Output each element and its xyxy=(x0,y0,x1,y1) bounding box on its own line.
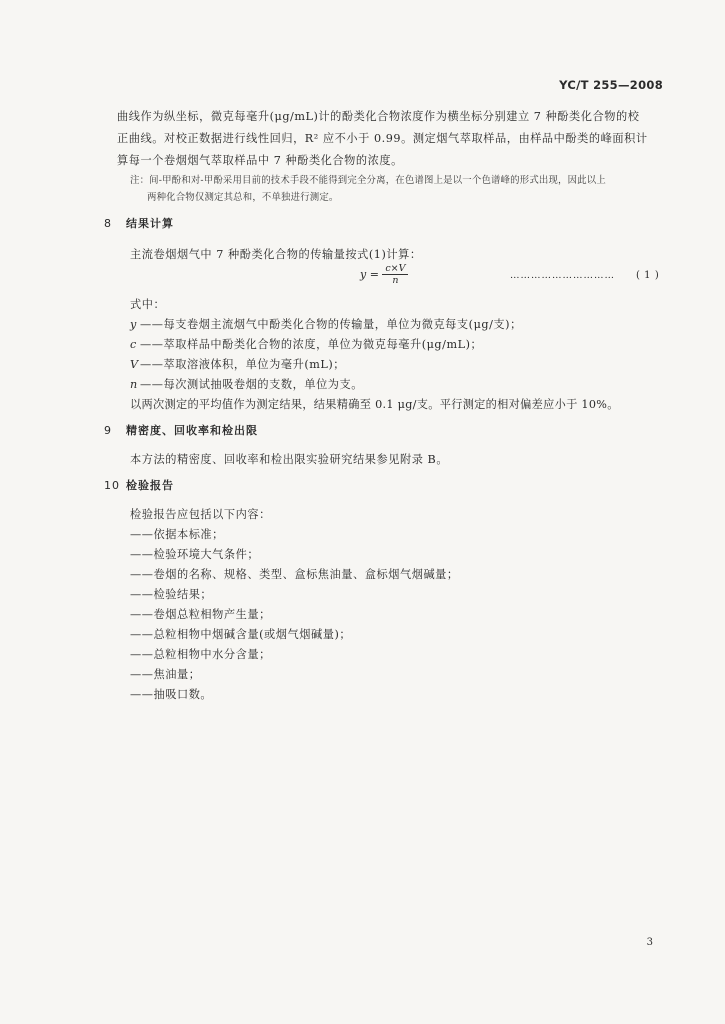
intro-line-2: 正曲线。对校正数据进行线性回归，R² 应不小于 0.99。测定烟气萃取样品，由样品中酚类的峰面积计 xyxy=(117,132,648,145)
formula-1 xyxy=(360,263,408,286)
list-item: ——焦油量； xyxy=(130,668,201,681)
variable-symbol: n xyxy=(130,378,138,391)
section-8-lead: 主流卷烟烟气中 7 种酚类化合物的传输量按式(1)计算： xyxy=(130,248,422,261)
section-8-title: 结果计算 xyxy=(126,217,174,230)
list-item: ——卷烟的名称、规格、类型、盒标焦油量、盒标烟气烟碱量； xyxy=(130,568,459,581)
list-item: ——依据本标准； xyxy=(130,528,224,541)
variable-description: ——萃取溶液体积，单位为毫升(mL)； xyxy=(140,358,346,371)
variable-description: ——每次测试抽吸卷烟的支数，单位为支。 xyxy=(140,378,364,391)
list-item: ——总粒相物中水分含量； xyxy=(130,648,271,661)
formula-fraction xyxy=(382,263,408,286)
section-10-lead: 检验报告应包括以下内容： xyxy=(130,508,271,521)
list-item: ——检验环境大气条件； xyxy=(130,548,260,561)
variable-v xyxy=(130,356,345,372)
result-statement: 以两次测定的平均值作为测定结果，结果精确至 0.1 μg/支。平行测定的相对偏差应小于 10%。 xyxy=(130,398,619,411)
section-8-number: 8 xyxy=(104,217,112,230)
variable-symbol: c xyxy=(130,338,137,351)
variable-description: ——萃取样品中酚类化合物的浓度，单位为微克每毫升(μg/mL)； xyxy=(140,338,483,351)
variable-y xyxy=(130,316,522,332)
section-9-number: 9 xyxy=(104,424,112,437)
page-number: 3 xyxy=(646,937,653,948)
variable-symbol: y xyxy=(130,318,137,331)
section-9-title: 精密度、回收率和检出限 xyxy=(126,424,258,437)
standard-code: YC/T 255—2008 xyxy=(559,78,663,92)
variable-symbol: V xyxy=(130,358,139,371)
list-item: ——检验结果； xyxy=(130,588,213,601)
formula-numerator: c×V xyxy=(385,263,406,274)
note-line-2: 两种化合物仅测定其总和，不单独进行测定。 xyxy=(147,192,339,203)
note-line-1: 注：间-甲酚和对-甲酚采用目前的技术手段不能得到完全分离，在色谱图上是以一个色谱峰的形式出现，因此以上 xyxy=(130,175,606,186)
formula-denominator: n xyxy=(392,275,399,286)
list-item: ——总粒相物中烟碱含量(或烟气烟碱量)； xyxy=(130,628,352,641)
list-item: ——卷烟总粒相物产生量； xyxy=(130,608,271,621)
formula-lhs: y = xyxy=(360,268,379,281)
variable-c xyxy=(130,336,482,352)
formula-dots: ………………………… xyxy=(510,270,615,281)
where-label: 式中： xyxy=(130,298,166,311)
list-item: ——抽吸口数。 xyxy=(130,688,213,701)
variable-n xyxy=(130,376,363,392)
section-10-number: 10 xyxy=(104,479,120,492)
section-8-heading xyxy=(104,215,174,231)
section-9-heading xyxy=(104,422,258,438)
section-10-heading xyxy=(104,477,174,493)
variable-description: ——每支卷烟主流烟气中酚类化合物的传输量，单位为微克每支(μg/支)； xyxy=(140,318,522,331)
formula-number: ( 1 ) xyxy=(636,270,660,281)
intro-line-3: 算每一个卷烟烟气萃取样品中 7 种酚类化合物的浓度。 xyxy=(117,154,403,167)
section-9-text: 本方法的精密度、回收率和检出限实验研究结果参见附录 B。 xyxy=(130,453,449,466)
section-10-title: 检验报告 xyxy=(126,479,174,492)
intro-line-1: 曲线作为纵坐标，微克每毫升(μg/mL)计的酚类化合物浓度作为横坐标分别建立 7 种酚类化合物的校 xyxy=(117,110,640,123)
